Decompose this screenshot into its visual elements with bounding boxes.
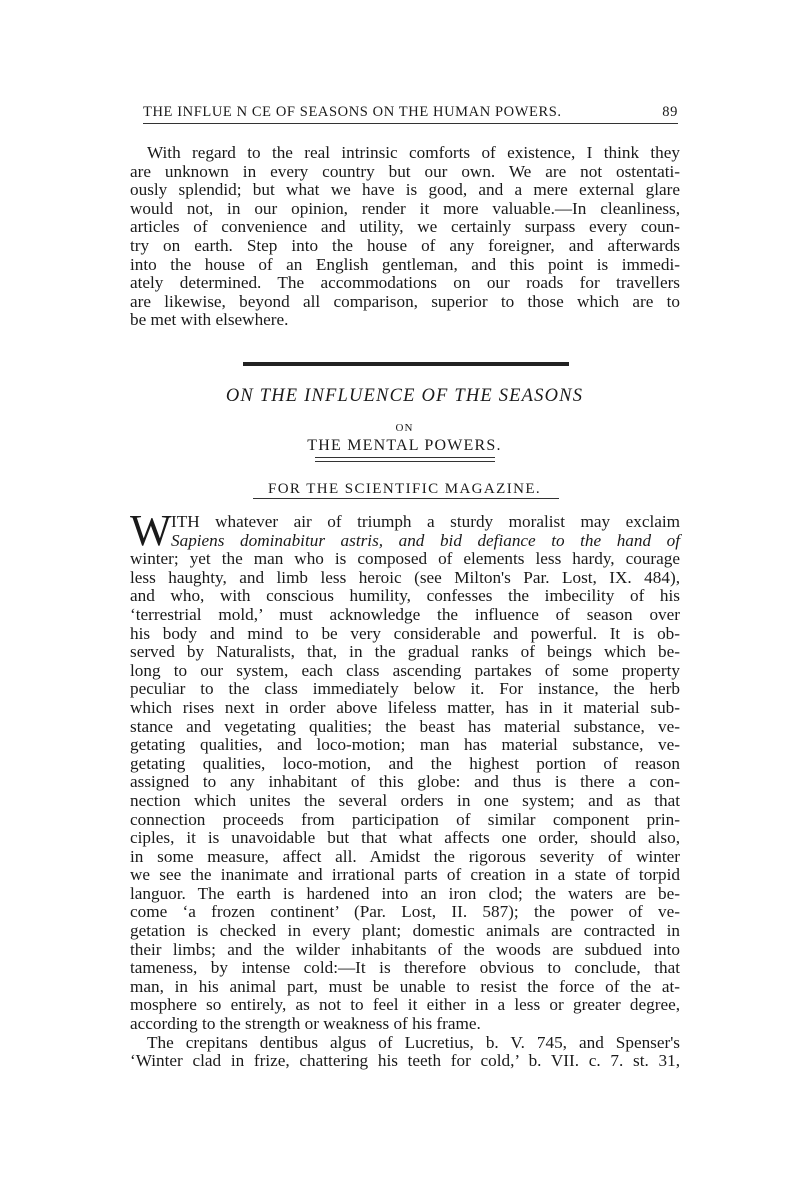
text-line: would not, in our opinion, render it more valuable.—In cleanliness, (130, 198, 680, 218)
text-line: peculiar to the class immediately below it. For instance, the herb (130, 679, 680, 699)
article-title: ON THE INFLUENCE OF THE SEASONS (225, 386, 584, 406)
text-line: less haughty, and limb less heroic (see Milton's Par. Lost, IX. 484), (130, 567, 680, 587)
text-line: in some measure, affect all. Amidst the rigorous severity of winter (130, 846, 680, 866)
text-line: served by Naturalists, that, in the gradual ranks of beings which be- (130, 642, 680, 662)
text-line: tameness, by intense cold:—It is therefore obvious to conclude, that (130, 958, 680, 978)
text-line: his body and mind to be very considerable and powerful. It is ob- (130, 623, 680, 643)
section-divider (243, 362, 569, 366)
text-line: come ‘a frozen continent’ (Par. Lost, II. 587); the power of ve- (130, 902, 680, 922)
text-line: ‘Winter clad in frize, chattering his teeth for cold,’ b. VII. c. 7. st. 31, (130, 1051, 680, 1071)
text-line: their limbs; and the wilder inhabitants of the woods are subdued into (130, 939, 680, 959)
text-line: languor. The earth is hardened into an iron clod; the waters are be- (130, 883, 680, 903)
text-line: according to the strength or weakness of his frame. (130, 1014, 481, 1034)
text-line: ously splendid; but what we have is good, and a mere external glare (130, 180, 680, 200)
page-number: 89 (662, 104, 678, 120)
text-line: man, in his animal part, must be unable to resist the force of the at- (130, 976, 680, 996)
text-line: winter; yet the man who is composed of elements less hardy, courage (130, 549, 680, 569)
text-line: The crepitans dentibus algus of Lucretius, b. V. 745, and Spenser's (147, 1032, 680, 1052)
text-line: into the house of an English gentleman, and this point is immedi- (130, 254, 680, 274)
text-line: getation is checked in every plant; domestic animals are contracted in (130, 921, 680, 941)
text-line: ITH whatever air of triumph a sturdy moralist may exclaim (171, 512, 680, 531)
text-line: ately determined. The accommodations on our roads for travellers (130, 273, 680, 293)
text-line: getating qualities, loco-motion, and the highest portion of reason (130, 753, 680, 773)
text-line: are unknown in every country but our own. We are not ostentati- (130, 161, 680, 181)
byline-rule (253, 498, 559, 499)
text-line: connection proceeds from participation of similar component prin- (130, 809, 680, 829)
text-line: and who, with conscious humility, confesses the imbecility of his (130, 586, 680, 606)
text-line: getating qualities, and loco-motion; man has material substance, ve- (130, 735, 680, 755)
article-title-subject: THE MENTAL POWERS. (307, 437, 502, 454)
title-double-rule (315, 457, 495, 462)
text-line: stance and vegetating qualities; the beast has material substance, ve- (130, 716, 680, 736)
running-header (143, 104, 678, 121)
text-line: we see the inanimate and irrational parts of creation in a state of torpid (130, 865, 680, 885)
text-line: try on earth. Step into the house of any foreigner, and afterwards (130, 235, 680, 255)
header-rule (143, 123, 678, 124)
drop-cap: W (130, 506, 172, 555)
text-line: ciples, it is unavoidable but that what affects one order, should also, (130, 828, 680, 848)
text-line: long to our system, each class ascending partakes of some property (130, 660, 680, 680)
text-line: assigned to any inhabitant of this globe: and thus is there a con- (130, 772, 680, 792)
text-line: nection which unites the several orders in one system; and as that (130, 790, 680, 810)
running-title: THE INFLUE N CE OF SEASONS ON THE HUMAN POWERS. (143, 104, 562, 120)
text-line: mosphere so entirely, as not to feel it either in a less or greater degree, (130, 995, 680, 1015)
text-line: With regard to the real intrinsic comforts of existence, I think they (147, 143, 680, 162)
text-line: are likewise, beyond all comparison, superior to those which are to (130, 291, 680, 311)
article-title-on: ON (395, 422, 414, 434)
text-line: ‘terrestrial mold,’ must acknowledge the influence of season over (130, 604, 680, 624)
text-line: which rises next in order above lifeless matter, has in it material sub- (130, 697, 680, 717)
text-line: be met with elsewhere. (130, 310, 289, 330)
text-line: articles of convenience and utility, we certainly surpass every coun- (130, 217, 680, 237)
previous-article-text (130, 144, 680, 330)
article-body (130, 506, 680, 1071)
text-line: Sapiens dominabitur astris, and bid defiance to the hand of (171, 530, 680, 550)
article-byline: FOR THE SCIENTIFIC MAGAZINE. (267, 481, 542, 497)
